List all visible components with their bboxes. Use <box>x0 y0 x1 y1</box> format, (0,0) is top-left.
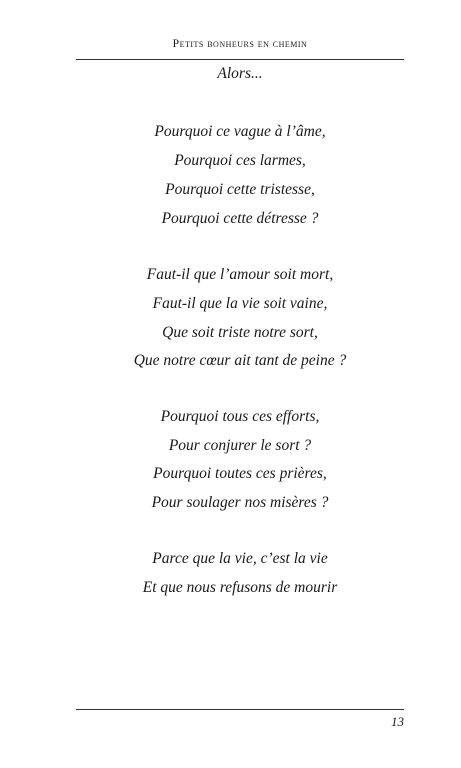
poem-line: Pourquoi cette détresse ? <box>161 210 319 227</box>
poem-line: Faut-il que la vie soit vaine, <box>152 295 328 312</box>
poem-line: Pour conjurer le sort ? <box>168 437 312 454</box>
poem-line: Parce que la vie, c’est la vie <box>152 550 328 567</box>
poem-line: Et que nous refusons de mourir <box>142 579 338 596</box>
poem-line: Pourquoi cette tristesse, <box>165 181 315 198</box>
poem-line: Faut-il que l’amour soit mort, <box>146 266 334 283</box>
poem-line: Pourquoi toutes ces prières, <box>153 465 327 482</box>
poem-line: Pourquoi ces larmes, <box>174 152 306 169</box>
poem-line: Que soit triste notre sort, <box>162 324 318 341</box>
footer-rule <box>76 709 404 710</box>
page-number: 13 <box>391 714 404 729</box>
poem-line: Que notre cœur ait tant de peine ? <box>133 352 347 369</box>
poem-line: Pourquoi tous ces efforts, <box>160 408 320 425</box>
poem-title: Alors... <box>217 65 263 82</box>
header-rule <box>76 59 404 60</box>
running-header-title: Petits bonheurs en chemin <box>172 38 308 50</box>
poem-line: Pour soulager nos misères ? <box>151 494 329 511</box>
poem-line: Pourquoi ce vague à l’âme, <box>154 123 326 140</box>
